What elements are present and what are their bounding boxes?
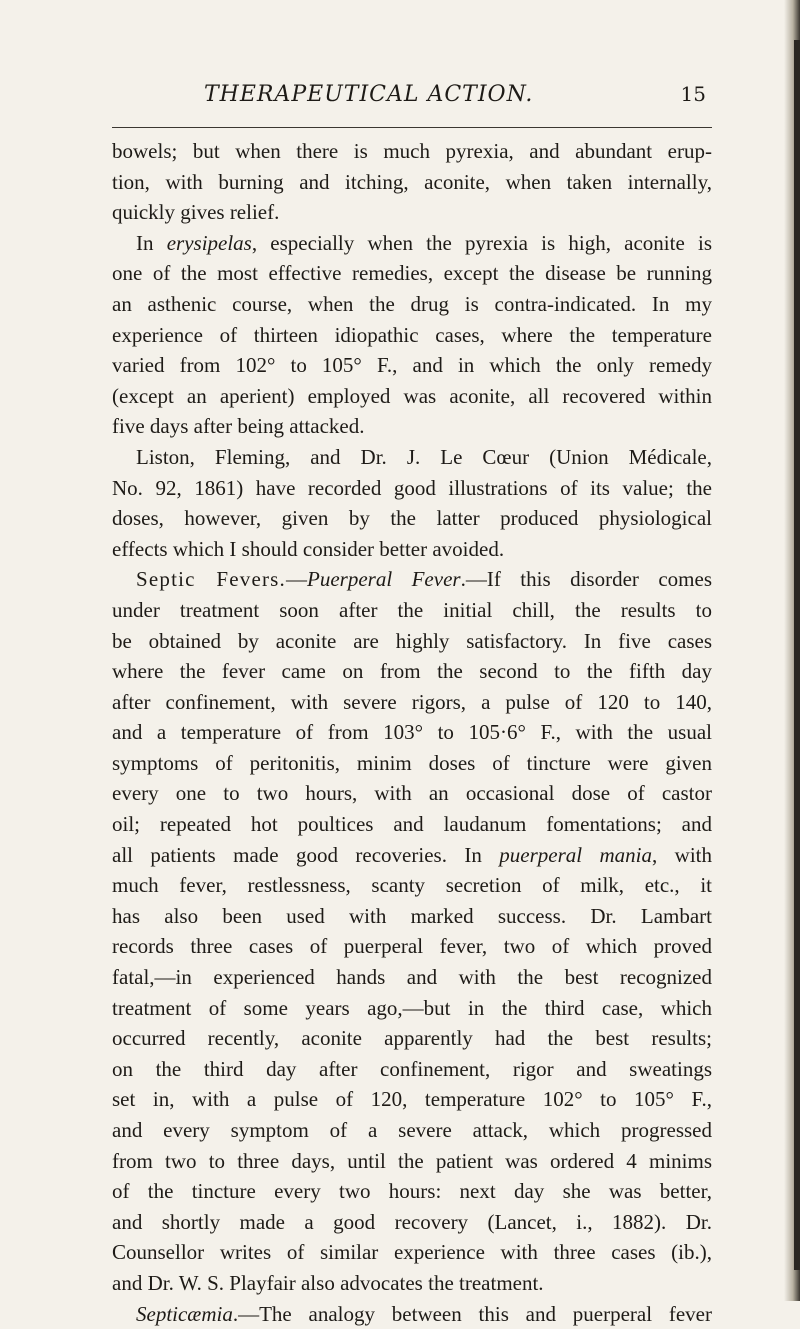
text-segment: on the third day after confinement, rigor and sweatings [112, 1056, 712, 1081]
text-line [112, 381, 712, 412]
text-segment: and shortly made a good recovery (Lancet, i., 1882). Dr. [112, 1209, 712, 1234]
page-header [112, 78, 712, 114]
text-line [112, 258, 712, 289]
text-segment: , especially when the pyrexia is high, aconite is [251, 230, 712, 255]
text-line [112, 564, 712, 595]
header-rule [112, 127, 712, 128]
text-segment: every one to two hours, with an occasional dose of castor [112, 781, 712, 806]
text-segment: all patients made good recoveries. In [112, 842, 500, 867]
text-segment: set in, with a pulse of 120, temperature 102° to 105° F., [112, 1087, 712, 1112]
text-segment: experience of thirteen idiopathic cases, where the temperature [112, 322, 712, 347]
text-line [112, 1299, 712, 1329]
text-line [112, 656, 712, 687]
text-segment: treatment of some years ago,—but in the third case, which [112, 995, 712, 1020]
text-line [112, 1054, 712, 1085]
text-segment: varied from 102° to 105° F., and in which the only remedy [112, 353, 712, 378]
text-line [112, 717, 712, 748]
text-segment: records three cases of puerperal fever, two of which proved [112, 934, 712, 959]
text-segment: and every symptom of a severe attack, which progressed [112, 1118, 712, 1142]
text-segment: .—The analogy between this and puerperal fever [232, 1301, 712, 1326]
text-line [112, 809, 712, 840]
text-segment: fatal,—in experienced hands and with the best recognized [112, 965, 712, 990]
text-line [112, 136, 712, 167]
running-title: THERAPEUTICAL ACTION. [204, 82, 534, 107]
text-segment: be obtained by aconite are highly satisfactory. In five cases [112, 628, 712, 653]
text-line [112, 626, 712, 657]
text-segment-italic: Septicæmia [136, 1301, 233, 1326]
text-segment: bowels; but when there is much pyrexia, and abundant erup- [112, 139, 712, 163]
text-line [112, 1237, 712, 1268]
text-segment: , with [652, 842, 712, 867]
text-segment: oil; repeated hot poultices and laudanum fomentations; and [112, 812, 712, 837]
text-line [112, 503, 712, 534]
text-line [112, 840, 712, 871]
text-segment: symptoms of peritonitis, minim doses of tincture were given [112, 750, 712, 775]
text-segment: — [286, 567, 307, 592]
text-segment: No. 92, 1861) have recorded good illustrations of its value; the [112, 475, 712, 500]
text-segment: quickly gives relief. [112, 200, 280, 225]
text-segment: .—If this disorder comes [460, 567, 712, 592]
text-line [112, 1268, 712, 1299]
text-segment: In [136, 230, 167, 255]
text-segment-smallcaps: Septic Fevers. [136, 567, 286, 592]
binding-edge [794, 40, 800, 1270]
text-segment: and a temperature of from 103° to 105·6° F., with the usual [112, 720, 712, 745]
text-line [112, 411, 712, 442]
body-text [112, 136, 712, 1329]
text-segment: an asthenic course, when the drug is contra-indicated. In my [112, 291, 712, 316]
text-line [112, 748, 712, 779]
text-segment: effects which I should consider better avoided. [112, 536, 505, 561]
text-segment-italic: erysipelas [166, 230, 252, 255]
text-segment: occurred recently, aconite apparently had the best results; [112, 1026, 712, 1051]
page-number: 15 [680, 82, 706, 106]
text-segment: from two to three days, until the patient was ordered 4 minims [112, 1148, 712, 1173]
text-line [112, 473, 712, 504]
text-line [112, 1207, 712, 1238]
text-segment: Liston, Fleming, and Dr. J. Le Cœur (Union Médicale, [136, 444, 712, 469]
text-line [112, 1146, 712, 1177]
text-line [112, 534, 712, 565]
text-segment-italic: Puerperal Fever [307, 567, 461, 592]
text-line [112, 931, 712, 962]
text-segment: has also been used with marked success. Dr. Lambart [112, 903, 712, 928]
text-segment-italic: puerperal mania [499, 842, 652, 867]
text-segment: and Dr. W. S. Playfair also advocates the treatment. [112, 1270, 544, 1295]
text-line [112, 320, 712, 351]
text-segment: one of the most effective remedies, except the disease be running [112, 261, 712, 286]
text-line [112, 778, 712, 809]
text-line [112, 350, 712, 381]
text-segment: (except an aperient) employed was aconite, all recovered within [112, 383, 712, 408]
text-line [112, 901, 712, 932]
text-line [112, 993, 712, 1024]
text-line [112, 595, 712, 626]
text-line [112, 442, 712, 473]
text-line [112, 1084, 712, 1115]
text-segment: after confinement, with severe rigors, a pulse of 120 to 140, [112, 689, 712, 714]
text-segment: tion, with burning and itching, aconite, when taken internally, [112, 169, 712, 194]
text-line [112, 167, 712, 198]
text-line [112, 289, 712, 320]
text-line [112, 197, 712, 228]
text-segment: of the tincture every two hours: next day she was better, [112, 1179, 712, 1204]
text-line [112, 1115, 712, 1146]
text-line [112, 1176, 712, 1207]
text-segment: Counsellor writes of similar experience with three cases (ib.), [112, 1240, 712, 1265]
text-line [112, 1023, 712, 1054]
text-segment: where the fever came on from the second to the fifth day [112, 659, 712, 684]
text-line [112, 962, 712, 993]
text-segment: under treatment soon after the initial chill, the results to [112, 597, 712, 622]
text-segment: doses, however, given by the latter produced physiological [112, 506, 712, 531]
text-line [112, 687, 712, 718]
text-line [112, 228, 712, 259]
text-segment: five days after being attacked. [112, 414, 365, 439]
text-segment: much fever, restlessness, scanty secretion of milk, etc., it [112, 873, 712, 898]
text-line [112, 870, 712, 901]
